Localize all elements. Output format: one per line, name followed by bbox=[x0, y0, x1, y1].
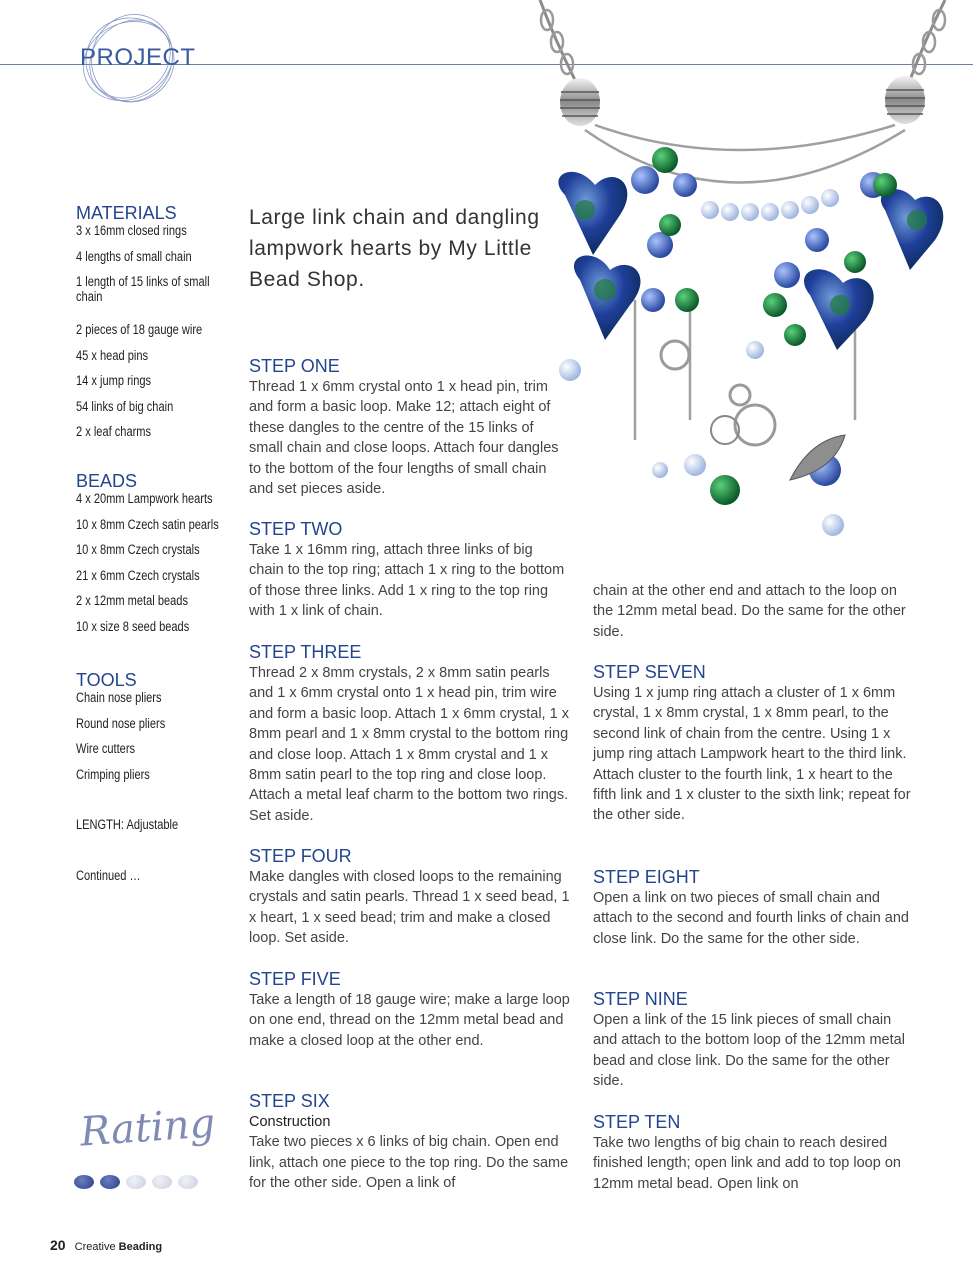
step-title: STEP EIGHT bbox=[593, 867, 700, 887]
tools-item: Crimping pliers bbox=[76, 766, 150, 782]
materials-item: 2 pieces of 18 gauge wire bbox=[76, 322, 203, 337]
step-text: Make dangles with closed loops to the remaining crystals and satin pearls. Thread 1 x seed bead, 1 x heart, 1 x seed bead; trim and make a closed loop. Set aside. bbox=[249, 869, 570, 947]
tools-item: Wire cutters bbox=[76, 741, 136, 756]
beads-title: BEADS bbox=[76, 471, 138, 491]
page-footer bbox=[50, 1237, 162, 1253]
rating-dots bbox=[74, 1175, 198, 1189]
step-text: Thread 2 x 8mm crystals, 2 x 8mm satin pearls and 1 x 6mm crystal onto 1 x head pin, trim wire and form a basic loop. Attach 1 x 6mm crystal, 1 x 8mm pearl and 1 x 8mm crystal to the bottom ring and close loop. Attach 1 x 8mm crystal and 1 x 8mm satin pearl to the top ring and close loop. Attach a metal leaf charm to the bottom two rings. Set aside. bbox=[249, 665, 569, 824]
step-three bbox=[249, 641, 571, 826]
materials-item: 1 length of 15 links of small chain bbox=[76, 274, 210, 304]
step-text: Take 1 x 16mm ring, attach three links of big chain to the top ring; attach 1 x ring to the bottom of those three links. Add 1 x ring to the top ring with 1 x link of chain. bbox=[249, 542, 565, 620]
step-text: Using 1 x jump ring attach a cluster of 1 x 6mm crystal, 1 x 8mm crystal, 1 x 8mm pearl, to the second link of chain from the centre. Using 1 x jump ring attach Lampwork heart to the third link. Attach cluster to the fourth link, 1 x heart to the fifth link and 1 x cluster to the sixth link; repeat for the other side. bbox=[593, 685, 911, 824]
tools-item: Round nose pliers bbox=[76, 715, 166, 731]
beads-item: 10 x 8mm Czech satin pearls bbox=[76, 516, 219, 532]
step-title: STEP SEVEN bbox=[593, 662, 706, 682]
beads-item: 2 x 12mm metal beads bbox=[76, 593, 188, 608]
rating-dot bbox=[100, 1175, 120, 1189]
tools-item: Chain nose pliers bbox=[76, 690, 162, 705]
magazine-name-light: Creative bbox=[74, 1241, 116, 1253]
step-subtitle: Construction bbox=[249, 1114, 331, 1130]
materials-title: MATERIALS bbox=[76, 203, 177, 223]
step-title: STEP ONE bbox=[249, 356, 340, 376]
step-seven bbox=[593, 661, 918, 826]
step-five bbox=[249, 968, 571, 1051]
rating-dot bbox=[178, 1175, 198, 1189]
step-title: STEP THREE bbox=[249, 642, 362, 662]
materials-item: 14 x jump rings bbox=[76, 373, 152, 388]
page-number: 20 bbox=[50, 1237, 66, 1253]
step-text: Take a length of 18 gauge wire; make a large loop on one end, thread on the 12mm metal bead and make a closed loop at the other end. bbox=[249, 992, 570, 1049]
step-six bbox=[249, 1090, 571, 1194]
beads-item: 10 x size 8 seed beads bbox=[76, 618, 190, 634]
step-title: STEP FOUR bbox=[249, 846, 352, 866]
step-title: STEP TWO bbox=[249, 519, 343, 539]
tools-title: TOOLS bbox=[76, 670, 137, 690]
step-nine bbox=[593, 988, 918, 1092]
materials-item: 54 links of big chain bbox=[76, 398, 174, 414]
step-text: Take two lengths of big chain to reach desired finished length; open link and add to top loop on 12mm metal bead. Open link on bbox=[593, 1135, 901, 1192]
step-text: chain at the other end and attach to the loop on the 12mm metal bead. Do the same for the other side. bbox=[593, 583, 906, 640]
rating-dot bbox=[126, 1175, 146, 1189]
step-ten bbox=[593, 1111, 918, 1194]
rating-dot bbox=[74, 1175, 94, 1189]
intro-text: Large link chain and dangling lampwork hearts by My Little Bead Shop. bbox=[249, 206, 540, 291]
materials-item: 2 x leaf charms bbox=[76, 424, 152, 439]
step-four bbox=[249, 845, 571, 949]
necklace-photo bbox=[525, 0, 973, 555]
step-text: Thread 1 x 6mm crystal onto 1 x head pin, trim and form a basic loop. Make 12; attach eight of these dangles to the centre of the 15 links of small chain and close loops. Attach four dangles to the bottom of the four lengths of small chain and set pieces aside. bbox=[249, 379, 559, 498]
step-text: Open a link of the 15 link pieces of small chain and attach to the bottom loop of the 12mm metal bead and close link. Do the same for the other side. bbox=[593, 1012, 905, 1090]
beads-item: 10 x 8mm Czech crystals bbox=[76, 542, 200, 557]
step-title: STEP TEN bbox=[593, 1112, 681, 1132]
beads-item: 21 x 6mm Czech crystals bbox=[76, 567, 200, 583]
materials-item: 45 x head pins bbox=[76, 347, 149, 363]
continued-note: Continued … bbox=[76, 868, 141, 883]
step-eight bbox=[593, 866, 918, 949]
step-title: STEP NINE bbox=[593, 989, 688, 1009]
materials-section bbox=[76, 203, 236, 450]
step-text: Open a link on two pieces of small chain and attach to the second and fourth links of chain and close link. Do the same for the other side. bbox=[593, 890, 909, 947]
step-six-continued bbox=[593, 581, 918, 642]
tools-section bbox=[76, 670, 236, 792]
step-title: STEP SIX bbox=[249, 1091, 330, 1111]
rating-dot bbox=[152, 1175, 172, 1189]
section-label: PROJECT bbox=[80, 44, 196, 71]
step-text: Take two pieces x 6 links of big chain. Open end link, attach one piece to the top ring. Do the same for the other side. Open a link of bbox=[249, 1134, 569, 1192]
rating-label: Rating bbox=[78, 1100, 217, 1156]
beads-item: 4 x 20mm Lampwork hearts bbox=[76, 491, 213, 506]
materials-item: 4 lengths of small chain bbox=[76, 248, 192, 264]
length-note: LENGTH: Adjustable bbox=[76, 817, 179, 832]
step-title: STEP FIVE bbox=[249, 969, 341, 989]
materials-item: 3 x 16mm closed rings bbox=[76, 223, 187, 238]
step-two bbox=[249, 518, 571, 622]
beads-section bbox=[76, 471, 236, 644]
magazine-name-bold: Beading bbox=[118, 1241, 163, 1253]
step-one bbox=[249, 355, 571, 499]
